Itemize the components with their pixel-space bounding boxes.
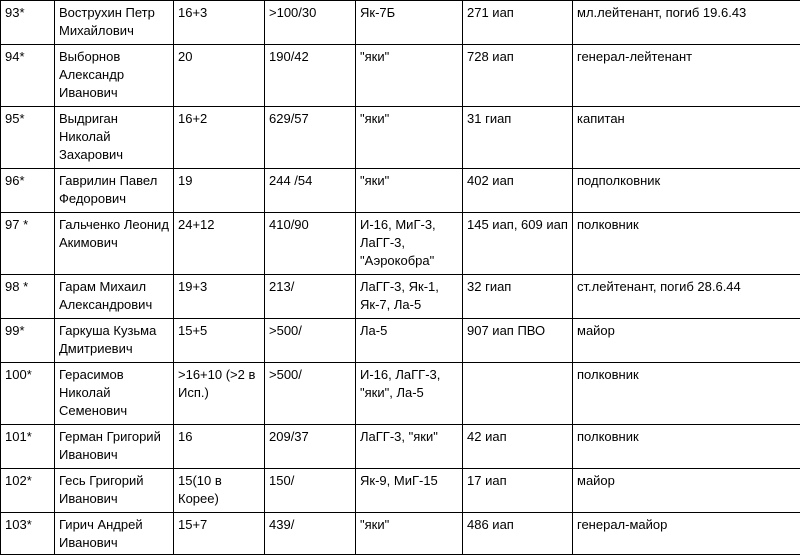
cell-regiment: 145 иап, 609 иап bbox=[463, 213, 573, 275]
cell-row-number: 99* bbox=[1, 319, 55, 363]
table-body bbox=[1, 1, 800, 555]
table-row bbox=[1, 169, 800, 213]
cell-rank-notes: полковник bbox=[573, 363, 800, 425]
cell-pilot-name: Герасимов Николай Семенович bbox=[55, 363, 174, 425]
cell-aircraft: Як-7Б bbox=[356, 1, 463, 45]
cell-aircraft: "яки" bbox=[356, 513, 463, 555]
cell-rank-notes: подполковник bbox=[573, 169, 800, 213]
cell-aircraft: "яки" bbox=[356, 45, 463, 107]
table-row bbox=[1, 319, 800, 363]
table-row bbox=[1, 213, 800, 275]
cell-row-number: 96* bbox=[1, 169, 55, 213]
cell-pilot-name: Гаркуша Кузьма Дмитриевич bbox=[55, 319, 174, 363]
cell-rank-notes: генерал-лейтенант bbox=[573, 45, 800, 107]
table-row bbox=[1, 275, 800, 319]
cell-victories: 20 bbox=[174, 45, 265, 107]
cell-row-number: 102* bbox=[1, 469, 55, 513]
cell-pilot-name: Выдриган Николай Захарович bbox=[55, 107, 174, 169]
table-row bbox=[1, 1, 800, 45]
cell-pilot-name: Гальченко Леонид Акимович bbox=[55, 213, 174, 275]
cell-row-number: 97 * bbox=[1, 213, 55, 275]
cell-pilot-name: Гарам Михаил Александрович bbox=[55, 275, 174, 319]
cell-regiment: 271 иап bbox=[463, 1, 573, 45]
cell-rank-notes: ст.лейтенант, погиб 28.6.44 bbox=[573, 275, 800, 319]
table-row bbox=[1, 107, 800, 169]
cell-sorties-battles: 213/ bbox=[265, 275, 356, 319]
cell-victories: 19 bbox=[174, 169, 265, 213]
cell-rank-notes: генерал-майор bbox=[573, 513, 800, 555]
cell-victories: >16+10 (>2 в Исп.) bbox=[174, 363, 265, 425]
cell-sorties-battles: >500/ bbox=[265, 363, 356, 425]
cell-row-number: 100* bbox=[1, 363, 55, 425]
cell-rank-notes: майор bbox=[573, 469, 800, 513]
cell-sorties-battles: 150/ bbox=[265, 469, 356, 513]
cell-victories: 16+2 bbox=[174, 107, 265, 169]
cell-sorties-battles: 190/42 bbox=[265, 45, 356, 107]
cell-sorties-battles: 209/37 bbox=[265, 425, 356, 469]
cell-regiment bbox=[463, 363, 573, 425]
cell-victories: 15+5 bbox=[174, 319, 265, 363]
cell-row-number: 93* bbox=[1, 1, 55, 45]
cell-regiment: 31 гиап bbox=[463, 107, 573, 169]
cell-sorties-battles: >500/ bbox=[265, 319, 356, 363]
cell-regiment: 907 иап ПВО bbox=[463, 319, 573, 363]
cell-aircraft: Як-9, МиГ-15 bbox=[356, 469, 463, 513]
cell-row-number: 98 * bbox=[1, 275, 55, 319]
cell-regiment: 486 иап bbox=[463, 513, 573, 555]
table-row bbox=[1, 363, 800, 425]
cell-sorties-battles: 410/90 bbox=[265, 213, 356, 275]
cell-aircraft: ЛаГГ-3, Як-1, Як-7, Ла-5 bbox=[356, 275, 463, 319]
cell-sorties-battles: 439/ bbox=[265, 513, 356, 555]
cell-sorties-battles: >100/30 bbox=[265, 1, 356, 45]
cell-victories: 16 bbox=[174, 425, 265, 469]
cell-pilot-name: Вострухин Петр Михайлович bbox=[55, 1, 174, 45]
cell-aircraft: И-16, МиГ-3, ЛаГГ-3, "Аэрокобра" bbox=[356, 213, 463, 275]
cell-rank-notes: мл.лейтенант, погиб 19.6.43 bbox=[573, 1, 800, 45]
cell-rank-notes: полковник bbox=[573, 425, 800, 469]
cell-victories: 24+12 bbox=[174, 213, 265, 275]
cell-row-number: 103* bbox=[1, 513, 55, 555]
cell-victories: 16+3 bbox=[174, 1, 265, 45]
cell-pilot-name: Гаврилин Павел Федорович bbox=[55, 169, 174, 213]
table-row bbox=[1, 469, 800, 513]
cell-row-number: 94* bbox=[1, 45, 55, 107]
cell-victories: 19+3 bbox=[174, 275, 265, 319]
cell-victories: 15(10 в Корее) bbox=[174, 469, 265, 513]
cell-aircraft: Ла-5 bbox=[356, 319, 463, 363]
table-row bbox=[1, 513, 800, 555]
cell-victories: 15+7 bbox=[174, 513, 265, 555]
cell-sorties-battles: 244 /54 bbox=[265, 169, 356, 213]
cell-pilot-name: Гесь Григорий Иванович bbox=[55, 469, 174, 513]
cell-regiment: 42 иап bbox=[463, 425, 573, 469]
cell-regiment: 728 иап bbox=[463, 45, 573, 107]
table-row bbox=[1, 425, 800, 469]
cell-regiment: 32 гиап bbox=[463, 275, 573, 319]
cell-rank-notes: полковник bbox=[573, 213, 800, 275]
cell-row-number: 95* bbox=[1, 107, 55, 169]
cell-row-number: 101* bbox=[1, 425, 55, 469]
cell-pilot-name: Герман Григорий Иванович bbox=[55, 425, 174, 469]
cell-regiment: 17 иап bbox=[463, 469, 573, 513]
cell-regiment: 402 иап bbox=[463, 169, 573, 213]
cell-rank-notes: капитан bbox=[573, 107, 800, 169]
cell-pilot-name: Выборнов Александр Иванович bbox=[55, 45, 174, 107]
cell-sorties-battles: 629/57 bbox=[265, 107, 356, 169]
cell-aircraft: ЛаГГ-3, "яки" bbox=[356, 425, 463, 469]
cell-aircraft: И-16, ЛаГГ-3, "яки", Ла-5 bbox=[356, 363, 463, 425]
cell-aircraft: "яки" bbox=[356, 107, 463, 169]
cell-pilot-name: Гирич Андрей Иванович bbox=[55, 513, 174, 555]
cell-rank-notes: майор bbox=[573, 319, 800, 363]
cell-aircraft: "яки" bbox=[356, 169, 463, 213]
table-row bbox=[1, 45, 800, 107]
